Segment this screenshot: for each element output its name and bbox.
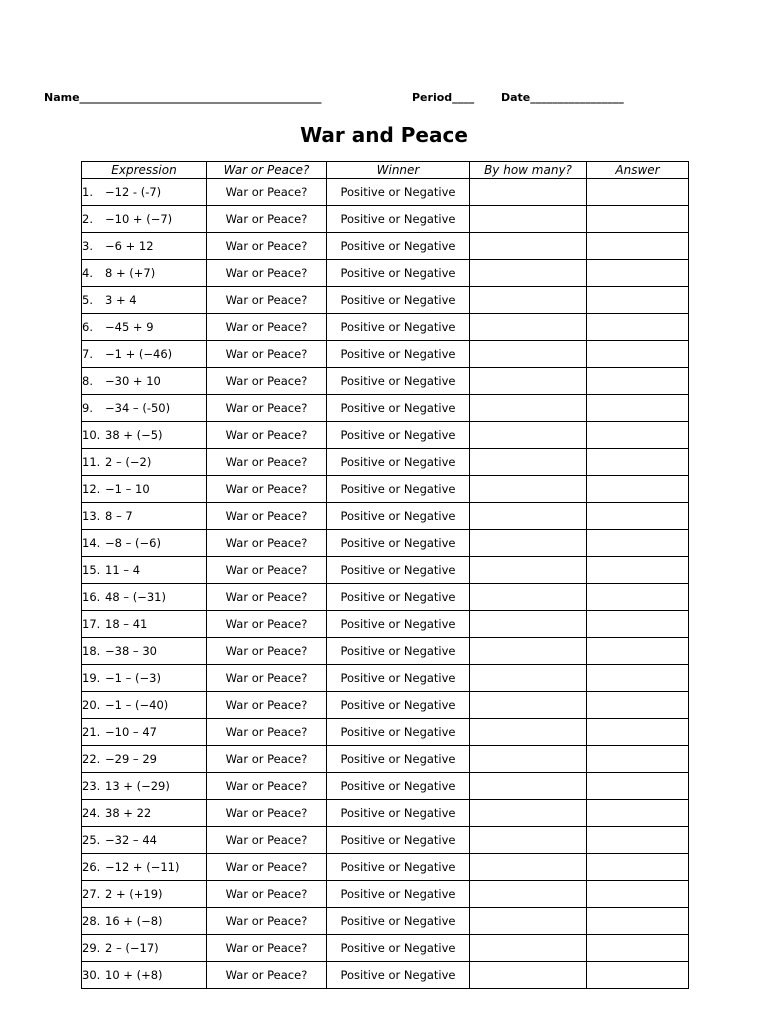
expression-text: −1 – (−40)	[105, 698, 169, 712]
war-or-peace-choice[interactable]: War or Peace?	[207, 530, 327, 557]
table-row	[82, 638, 689, 665]
expression-text: 13 + (−29)	[105, 779, 170, 793]
answer-cell[interactable]	[587, 773, 689, 800]
problem-number: 11.	[82, 455, 101, 469]
expression-text: −6 + 12	[105, 239, 154, 253]
expression-cell	[82, 962, 207, 989]
table-row	[82, 206, 689, 233]
winner-choice[interactable]: Positive or Negative	[327, 692, 470, 719]
winner-choice[interactable]: Positive or Negative	[327, 287, 470, 314]
answer-cell[interactable]	[587, 557, 689, 584]
expression-cell	[82, 206, 207, 233]
winner-choice[interactable]: Positive or Negative	[327, 503, 470, 530]
table-row	[82, 476, 689, 503]
by-how-many-cell[interactable]	[470, 773, 587, 800]
problem-number: 1.	[82, 185, 93, 199]
problem-number: 4.	[82, 266, 93, 280]
war-or-peace-choice[interactable]: War or Peace?	[207, 449, 327, 476]
by-how-many-cell[interactable]	[470, 719, 587, 746]
expression-text: −1 + (−46)	[105, 347, 173, 361]
problem-number: 19.	[82, 671, 101, 685]
expression-text: −1 – 10	[105, 482, 150, 496]
expression-text: 10 + (+8)	[105, 968, 163, 982]
winner-choice[interactable]: Positive or Negative	[327, 611, 470, 638]
expression-cell	[82, 827, 207, 854]
answer-cell[interactable]	[587, 206, 689, 233]
expression-cell	[82, 233, 207, 260]
winner-choice[interactable]: Positive or Negative	[327, 827, 470, 854]
answer-cell[interactable]	[587, 476, 689, 503]
problem-number: 20.	[82, 698, 101, 712]
table-row	[82, 368, 689, 395]
problem-number: 14.	[82, 536, 101, 550]
winner-choice[interactable]: Positive or Negative	[327, 773, 470, 800]
winner-choice[interactable]: Positive or Negative	[327, 854, 470, 881]
war-or-peace-choice[interactable]: War or Peace?	[207, 179, 327, 206]
winner-choice[interactable]: Positive or Negative	[327, 314, 470, 341]
answer-cell[interactable]	[587, 314, 689, 341]
expression-cell	[82, 746, 207, 773]
expression-text: 11 – 4	[105, 563, 141, 577]
expression-cell	[82, 800, 207, 827]
answer-cell[interactable]	[587, 908, 689, 935]
winner-choice[interactable]: Positive or Negative	[327, 881, 470, 908]
table-row	[82, 449, 689, 476]
table-row	[82, 530, 689, 557]
winner-choice[interactable]: Positive or Negative	[327, 719, 470, 746]
answer-cell[interactable]	[587, 665, 689, 692]
problem-number: 23.	[82, 779, 101, 793]
by-how-many-cell[interactable]	[470, 260, 587, 287]
by-how-many-cell[interactable]	[470, 368, 587, 395]
expression-text: −1 – (−3)	[105, 671, 161, 685]
by-how-many-cell[interactable]	[470, 908, 587, 935]
expression-text: 38 + 22	[105, 806, 152, 820]
answer-cell[interactable]	[587, 422, 689, 449]
by-how-many-cell[interactable]	[470, 800, 587, 827]
by-how-many-cell[interactable]	[470, 449, 587, 476]
problem-number: 6.	[82, 320, 93, 334]
by-how-many-cell[interactable]	[470, 287, 587, 314]
winner-choice[interactable]: Positive or Negative	[327, 935, 470, 962]
expression-cell	[82, 908, 207, 935]
winner-choice[interactable]: Positive or Negative	[327, 422, 470, 449]
column-header-by-how-many: By how many?	[470, 162, 587, 179]
by-how-many-cell[interactable]	[470, 584, 587, 611]
column-header-answer: Answer	[587, 162, 689, 179]
war-or-peace-choice[interactable]: War or Peace?	[207, 476, 327, 503]
problem-number: 16.	[82, 590, 101, 604]
expression-cell	[82, 449, 207, 476]
worksheet-table	[81, 161, 689, 989]
expression-cell	[82, 476, 207, 503]
winner-choice[interactable]: Positive or Negative	[327, 800, 470, 827]
problem-number: 3.	[82, 239, 93, 253]
expression-cell	[82, 854, 207, 881]
answer-cell[interactable]	[587, 584, 689, 611]
winner-choice[interactable]: Positive or Negative	[327, 260, 470, 287]
expression-cell	[82, 341, 207, 368]
by-how-many-cell[interactable]	[470, 665, 587, 692]
problem-number: 5.	[82, 293, 93, 307]
expression-cell	[82, 530, 207, 557]
table-row	[82, 341, 689, 368]
answer-cell[interactable]	[587, 395, 689, 422]
war-or-peace-choice[interactable]: War or Peace?	[207, 746, 327, 773]
winner-choice[interactable]: Positive or Negative	[327, 665, 470, 692]
problem-number: 13.	[82, 509, 101, 523]
answer-cell[interactable]	[587, 503, 689, 530]
war-or-peace-choice[interactable]: War or Peace?	[207, 773, 327, 800]
table-row	[82, 584, 689, 611]
winner-choice[interactable]: Positive or Negative	[327, 206, 470, 233]
table-row	[82, 935, 689, 962]
war-or-peace-choice[interactable]: War or Peace?	[207, 503, 327, 530]
expression-text: −29 – 29	[105, 752, 157, 766]
problem-number: 21.	[82, 725, 101, 739]
answer-cell[interactable]	[587, 962, 689, 989]
expression-cell	[82, 692, 207, 719]
expression-cell	[82, 287, 207, 314]
expression-text: 18 – 41	[105, 617, 148, 631]
column-header-war-or-peace: War or Peace?	[207, 162, 327, 179]
by-how-many-cell[interactable]	[470, 206, 587, 233]
table-row	[82, 287, 689, 314]
war-or-peace-choice[interactable]: War or Peace?	[207, 341, 327, 368]
expression-cell	[82, 773, 207, 800]
expression-cell	[82, 881, 207, 908]
winner-choice[interactable]: Positive or Negative	[327, 746, 470, 773]
expression-text: −10 + (−7)	[105, 212, 173, 226]
problem-number: 2.	[82, 212, 93, 226]
war-or-peace-choice[interactable]: War or Peace?	[207, 800, 327, 827]
war-or-peace-choice[interactable]: War or Peace?	[207, 611, 327, 638]
by-how-many-cell[interactable]	[470, 557, 587, 584]
table-row	[82, 800, 689, 827]
by-how-many-cell[interactable]	[470, 962, 587, 989]
expression-text: 2 + (+19)	[105, 887, 163, 901]
by-how-many-cell[interactable]	[470, 503, 587, 530]
problem-number: 26.	[82, 860, 101, 874]
problem-number: 29.	[82, 941, 101, 955]
table-row	[82, 773, 689, 800]
expression-cell	[82, 503, 207, 530]
expression-cell	[82, 260, 207, 287]
table-row	[82, 746, 689, 773]
answer-cell[interactable]	[587, 827, 689, 854]
answer-cell[interactable]	[587, 449, 689, 476]
table-row	[82, 557, 689, 584]
by-how-many-cell[interactable]	[470, 422, 587, 449]
by-how-many-cell[interactable]	[470, 476, 587, 503]
by-how-many-cell[interactable]	[470, 611, 587, 638]
by-how-many-cell[interactable]	[470, 692, 587, 719]
expression-cell	[82, 314, 207, 341]
expression-text: 8 + (+7)	[105, 266, 156, 280]
table-row	[82, 854, 689, 881]
table-header-row	[82, 162, 689, 179]
answer-cell[interactable]	[587, 260, 689, 287]
expression-text: 38 + (−5)	[105, 428, 163, 442]
war-or-peace-choice[interactable]: War or Peace?	[207, 827, 327, 854]
winner-choice[interactable]: Positive or Negative	[327, 341, 470, 368]
winner-choice[interactable]: Positive or Negative	[327, 530, 470, 557]
expression-cell	[82, 557, 207, 584]
problem-number: 30.	[82, 968, 101, 982]
name-field-label[interactable]: Name____________________________________________	[44, 91, 322, 104]
problem-number: 18.	[82, 644, 101, 658]
expression-text: −10 – 47	[105, 725, 157, 739]
war-or-peace-choice[interactable]: War or Peace?	[207, 665, 327, 692]
war-or-peace-choice[interactable]: War or Peace?	[207, 314, 327, 341]
expression-cell	[82, 665, 207, 692]
expression-text: −12 + (−11)	[105, 860, 180, 874]
table-row	[82, 665, 689, 692]
table-body	[82, 179, 689, 989]
by-how-many-cell[interactable]	[470, 179, 587, 206]
answer-cell[interactable]	[587, 341, 689, 368]
war-or-peace-choice[interactable]: War or Peace?	[207, 260, 327, 287]
war-or-peace-choice[interactable]: War or Peace?	[207, 287, 327, 314]
problem-number: 12.	[82, 482, 101, 496]
by-how-many-cell[interactable]	[470, 530, 587, 557]
by-how-many-cell[interactable]	[470, 314, 587, 341]
expression-text: −8 – (−6)	[105, 536, 161, 550]
answer-cell[interactable]	[587, 287, 689, 314]
expression-text: 16 + (−8)	[105, 914, 163, 928]
expression-cell	[82, 584, 207, 611]
column-header-winner: Winner	[327, 162, 470, 179]
table-row	[82, 179, 689, 206]
expression-cell	[82, 611, 207, 638]
problem-number: 22.	[82, 752, 101, 766]
table-row	[82, 908, 689, 935]
winner-choice[interactable]: Positive or Negative	[327, 179, 470, 206]
answer-cell[interactable]	[587, 881, 689, 908]
problem-number: 24.	[82, 806, 101, 820]
table-row	[82, 503, 689, 530]
table-row	[82, 314, 689, 341]
table-row	[82, 827, 689, 854]
expression-text: −30 + 10	[105, 374, 161, 388]
winner-choice[interactable]: Positive or Negative	[327, 908, 470, 935]
war-or-peace-choice[interactable]: War or Peace?	[207, 368, 327, 395]
answer-cell[interactable]	[587, 935, 689, 962]
expression-cell	[82, 179, 207, 206]
table-row	[82, 422, 689, 449]
table-row	[82, 719, 689, 746]
table-row	[82, 692, 689, 719]
table-row	[82, 611, 689, 638]
expression-cell	[82, 422, 207, 449]
by-how-many-cell[interactable]	[470, 854, 587, 881]
answer-cell[interactable]	[587, 800, 689, 827]
problem-number: 28.	[82, 914, 101, 928]
problem-number: 10.	[82, 428, 101, 442]
answer-cell[interactable]	[587, 368, 689, 395]
war-or-peace-choice[interactable]: War or Peace?	[207, 719, 327, 746]
expression-cell	[82, 935, 207, 962]
winner-choice[interactable]: Positive or Negative	[327, 557, 470, 584]
expression-text: 2 – (−2)	[105, 455, 152, 469]
table-row	[82, 395, 689, 422]
war-or-peace-choice[interactable]: War or Peace?	[207, 962, 327, 989]
problem-number: 27.	[82, 887, 101, 901]
expression-text: 2 – (−17)	[105, 941, 159, 955]
war-or-peace-choice[interactable]: War or Peace?	[207, 422, 327, 449]
war-or-peace-choice[interactable]: War or Peace?	[207, 935, 327, 962]
answer-cell[interactable]	[587, 179, 689, 206]
war-or-peace-choice[interactable]: War or Peace?	[207, 908, 327, 935]
expression-cell	[82, 395, 207, 422]
expression-text: 8 – 7	[105, 509, 133, 523]
expression-cell	[82, 719, 207, 746]
by-how-many-cell[interactable]	[470, 827, 587, 854]
by-how-many-cell[interactable]	[470, 341, 587, 368]
war-or-peace-choice[interactable]: War or Peace?	[207, 881, 327, 908]
period-field-label[interactable]: Period____	[412, 91, 475, 104]
expression-text: −12 - (-7)	[105, 185, 162, 199]
by-how-many-cell[interactable]	[470, 935, 587, 962]
expression-text: −38 – 30	[105, 644, 157, 658]
column-header-expression: Expression	[82, 162, 207, 179]
table-row	[82, 881, 689, 908]
table-row	[82, 233, 689, 260]
problem-number: 7.	[82, 347, 93, 361]
expression-cell	[82, 368, 207, 395]
war-or-peace-choice[interactable]: War or Peace?	[207, 584, 327, 611]
winner-choice[interactable]: Positive or Negative	[327, 584, 470, 611]
war-or-peace-choice[interactable]: War or Peace?	[207, 638, 327, 665]
winner-choice[interactable]: Positive or Negative	[327, 233, 470, 260]
table-row	[82, 962, 689, 989]
answer-cell[interactable]	[587, 854, 689, 881]
answer-cell[interactable]	[587, 692, 689, 719]
winner-choice[interactable]: Positive or Negative	[327, 368, 470, 395]
winner-choice[interactable]: Positive or Negative	[327, 962, 470, 989]
war-or-peace-choice[interactable]: War or Peace?	[207, 233, 327, 260]
by-how-many-cell[interactable]	[470, 233, 587, 260]
expression-text: −45 + 9	[105, 320, 154, 334]
by-how-many-cell[interactable]	[470, 746, 587, 773]
answer-cell[interactable]	[587, 746, 689, 773]
expression-text: 48 – (−31)	[105, 590, 166, 604]
answer-cell[interactable]	[587, 611, 689, 638]
expression-text: 3 + 4	[105, 293, 137, 307]
war-or-peace-choice[interactable]: War or Peace?	[207, 854, 327, 881]
student-info-line	[0, 91, 768, 105]
war-or-peace-choice[interactable]: War or Peace?	[207, 206, 327, 233]
answer-cell[interactable]	[587, 638, 689, 665]
problem-number: 17.	[82, 617, 101, 631]
war-or-peace-choice[interactable]: War or Peace?	[207, 692, 327, 719]
by-how-many-cell[interactable]	[470, 638, 587, 665]
worksheet-title: War and Peace	[300, 123, 468, 147]
problem-number: 8.	[82, 374, 93, 388]
war-or-peace-choice[interactable]: War or Peace?	[207, 395, 327, 422]
expression-cell	[82, 638, 207, 665]
expression-text: −32 – 44	[105, 833, 157, 847]
winner-choice[interactable]: Positive or Negative	[327, 638, 470, 665]
winner-choice[interactable]: Positive or Negative	[327, 449, 470, 476]
date-field-label[interactable]: Date_________________	[501, 91, 624, 104]
problem-number: 15.	[82, 563, 101, 577]
winner-choice[interactable]: Positive or Negative	[327, 476, 470, 503]
by-how-many-cell[interactable]	[470, 395, 587, 422]
answer-cell[interactable]	[587, 233, 689, 260]
war-or-peace-choice[interactable]: War or Peace?	[207, 557, 327, 584]
expression-text: −34 – (-50)	[105, 401, 171, 415]
answer-cell[interactable]	[587, 530, 689, 557]
problem-number: 25.	[82, 833, 101, 847]
winner-choice[interactable]: Positive or Negative	[327, 395, 470, 422]
by-how-many-cell[interactable]	[470, 881, 587, 908]
problem-number: 9.	[82, 401, 93, 415]
table-row	[82, 260, 689, 287]
answer-cell[interactable]	[587, 719, 689, 746]
